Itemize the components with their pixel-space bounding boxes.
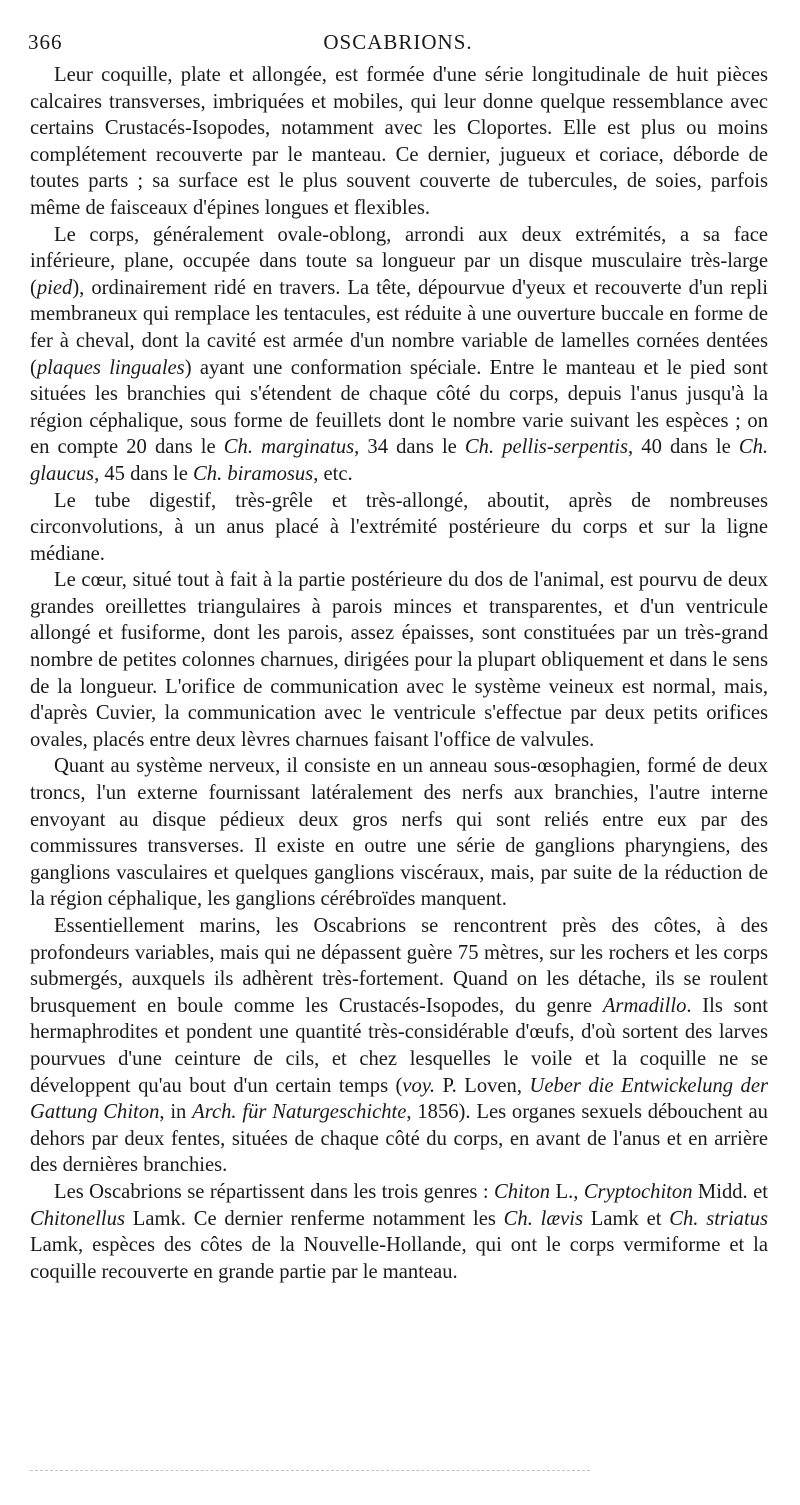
text-run: , 45 dans le [94, 462, 194, 485]
text-run: Le cœur, situé tout à fait à la partie postérieure du dos de l'animal, est pourvu de deux grandes oreillettes triangulaires à parois minces et transparentes, et d'un ventricule allongé et fusiforme, dont les parois, assez épaisses, sont constituées par un très-grand nombre de petites colonnes charnues, dirigées pour la plupart obliquement et dans le sens de la longueur. L'orifice de communication avec le système veineux est normal, mais, d'après Cuvier, la communication avec le ventricule s'effectue par deux petits orifices ovales, placés entre deux lèvres charnues faisant l'office de valvules. [30, 569, 768, 751]
paragraph [30, 222, 768, 488]
italic-text: Chiton [494, 1180, 551, 1203]
text-run: Leur coquille, plate et allongée, est formée d'une série longitudinale de huit pièces calcaires transverses, imbriquées et mobiles, qui leur donne quelque ressemblance avec certains Crustacés-Isopodes, notamment avec les Cloportes. Elle est plus ou moins complétement recouverte par le manteau. Ce dernier, jugueux et coriace, déborde de toutes parts ; sa surface est le plus souvent couverte de tubercules, de soies, parfois même de faisceaux d'épines longues et flexibles. [30, 64, 768, 219]
text-run: Lamk, espèces des côtes de la Nouvelle-Hollande, qui ont le corps vermiforme et la coquille recouverte en grande partie par le manteau. [30, 1234, 768, 1283]
italic-text: plaques linguales [36, 356, 185, 379]
running-title: OSCABRIONS. [323, 30, 473, 54]
italic-text: Ch. pellis-serpentis [464, 436, 629, 459]
text-run: . Ils sont hermaphrodites et pondent une quantité très-considérable d'œufs, d'où sortent des larves pourvues d'une ceinture de cils, et chez lesquelles le voile et la coquille ne se développent qu'au bout d'un certain temps ( [30, 994, 768, 1097]
text-run: , in [159, 1101, 193, 1124]
paragraph [30, 62, 768, 222]
text-run: , 40 dans le [628, 436, 739, 459]
paragraph [30, 567, 768, 753]
paragraph [30, 488, 768, 568]
paragraph [30, 753, 768, 913]
italic-text: Ueber die Entwickelung der Gattung Chiton [30, 1074, 769, 1124]
text-run: , 1856). Les organes sexuels débouchent au dehors par deux fentes, situées de chaque côté du corps, en avant de l'anus et en arrière des dernières branchies. [30, 1101, 768, 1177]
paragraph [30, 1179, 768, 1285]
text-run: Le corps, généralement ovale-oblong, arrondi aux deux extrémités, a sa face inférieure, plane, occupée dans toute sa longueur par un disque musculaire très-large ( [30, 223, 768, 299]
page-bottom-rule [30, 1470, 590, 1471]
italic-text: Cryptochiton [583, 1180, 693, 1203]
body-text [30, 62, 768, 1285]
text-run: Essentiellement marins, les Oscabrions se rencontrent près des côtes, à des profondeurs variables, mais qui ne dépassent guère 75 mètres, sur les rochers et les corps submergés, auxquels ils adhèrent très-fortement. Quand on les détache, ils se roulent brusquement en boule comme les Crustacés-Isopodes, du genre [30, 915, 768, 1017]
text-run: Lamk. Ce dernier renferme notamment les [124, 1207, 504, 1230]
text-run: ), ordinairement ridé en travers. La tête, dépourvue d'yeux et recouverte d'un repli membraneux qui remplace les tentacules, est réduite à une ouverture buccale en forme de fer à cheval, dont la cavité est armée d'un nombre variable de lamelles cornées dentées ( [30, 276, 768, 379]
text-run: Lamk et [582, 1207, 670, 1230]
page-header [28, 30, 768, 58]
text-run: , etc. [313, 462, 353, 485]
italic-text: Ch. striatus [669, 1207, 769, 1230]
italic-text: Arch. für Naturgeschichte [192, 1101, 407, 1124]
text-run: Quant au système nerveux, il consiste en un anneau sous-œsophagien, formé de deux troncs, l'un externe fournissant latéralement des nerfs aux branchies, l'autre interne envoyant au disque pédieux deux gros nerfs qui sont reliés entre eux par des commissures transverses. Il existe en outre une série de ganglions pharyngiens, des ganglions vasculaires et quelques ganglions viscéraux, mais, par suite de la réduction de la région céphalique, les ganglions cérébroïdes manquent. [30, 755, 768, 911]
text-run: Le tube digestif, très-grêle et très-allongé, aboutit, après de nombreuses circonvolutions, à un anus placé à l'extrémité postérieure du corps et sur la ligne médiane. [30, 489, 768, 565]
italic-text: Ch. marginatus [223, 436, 355, 459]
text-run: Les Oscabrions se répartissent dans les trois genres : [54, 1180, 494, 1203]
paragraph [30, 913, 768, 1179]
italic-text: Ch. lævis [503, 1207, 583, 1230]
italic-text: Ch. biramosus [193, 462, 314, 485]
italic-text: Ch. glaucus [30, 436, 769, 485]
page-number: 366 [28, 30, 63, 54]
italic-text: Chitonellus [30, 1207, 125, 1230]
text-run: L., [550, 1180, 584, 1203]
italic-text: pied [36, 276, 73, 299]
italic-text: Armadillo [602, 994, 687, 1017]
text-run: , 34 dans le [354, 436, 465, 459]
text-run: Midd. et [692, 1180, 768, 1203]
text-run: ) ayant une conformation spéciale. Entre le manteau et le pied sont situées les branchies qui s'étendent de chaque côté du corps, depuis l'anus jusqu'à la région céphalique, sous forme de feuillets dont le nombre varie suivant les espèces ; on en compte 20 dans le [30, 356, 768, 459]
italic-text: voy. [402, 1074, 436, 1097]
text-run: P. Loven, [435, 1074, 530, 1097]
